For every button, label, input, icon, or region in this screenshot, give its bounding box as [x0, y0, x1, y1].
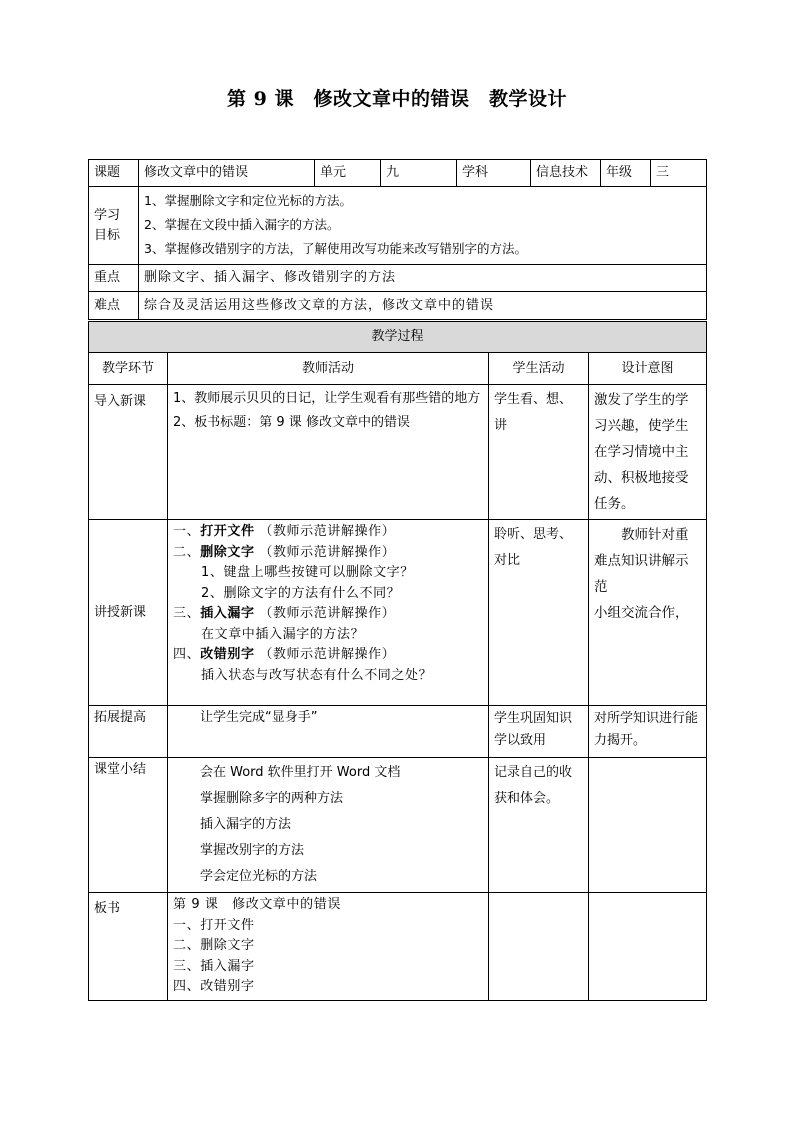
goal-item: 2、掌握在文段中插入漏字的方法。 [144, 217, 340, 232]
stage-board: 板书 [89, 893, 168, 1001]
extend-intent: 对所学知识进行能力揭开。 [589, 706, 707, 758]
summary-teacher [168, 758, 489, 893]
intro-intent: 激发了学生的学习兴趣，使学生在学习情境中主动、积极地接受任务。 [589, 385, 707, 520]
board-line: 四、改错别字 [173, 979, 255, 994]
teach-intent-line: 小组交流合作， [594, 605, 689, 621]
table-row [89, 520, 707, 706]
board-line: 三、插入漏字 [173, 958, 255, 974]
intro-teacher-line: 1、教师展示贝贝的日记，让学生观看有那些错的地方 [173, 391, 481, 406]
teach-steps [168, 520, 489, 706]
header-stage: 教学环节 [89, 353, 168, 385]
table-row [89, 385, 707, 520]
board-intent [589, 893, 707, 1001]
table-row [89, 893, 707, 1001]
unit-value: 九 [381, 160, 457, 187]
board-student [489, 893, 589, 1001]
stage-teach: 讲授新课 [89, 520, 168, 706]
step-item: 一、打开文件 （教师示范讲解操作） [173, 524, 396, 539]
difficult-label: 难点 [89, 292, 139, 320]
step-sub: 1、键盘上哪些按键可以删除文字？ [201, 565, 414, 580]
difficult-value: 综合及灵活运用这些修改文章的方法，修改文章中的错误 [139, 292, 707, 320]
goals-label-line: 目标 [94, 227, 121, 243]
page-title: 第 9 课 修改文章中的错误 教学设计 [227, 88, 567, 110]
teach-intent-line: 教师针对重难点知识讲解示范 [594, 527, 689, 595]
subject-label: 学科 [457, 160, 531, 187]
header-student: 学生活动 [489, 353, 589, 385]
process-title: 教学过程 [89, 322, 707, 353]
stage-summary: 课堂小结 [89, 758, 168, 893]
summary-line: 会在 Word 软件里打开 Word 文档 [200, 765, 401, 780]
teach-intent [589, 520, 707, 706]
teach-student: 聆听、思考、对比 [489, 520, 589, 706]
topic-label: 课题 [89, 160, 139, 187]
intro-teacher-line: 2、板书标题：第 9 课 修改文章中的错误 [173, 415, 410, 430]
stage-extend: 拓展提高 [89, 706, 168, 758]
goals-label-line: 学习 [94, 207, 121, 223]
topic-value: 修改文章中的错误 [139, 160, 315, 187]
grade-label: 年级 [601, 160, 651, 187]
extend-teacher: 让学生完成“显身手” [168, 706, 489, 758]
summary-student: 记录自己的收获和体会。 [489, 758, 589, 893]
board-line: 第 9 课 修改文章中的错误 [173, 897, 341, 912]
grade-value: 三 [651, 160, 707, 187]
key-value: 删除文字、插入漏字、修改错别字的方法 [139, 265, 707, 292]
table-row [89, 706, 707, 758]
summary-line: 掌握改别字的方法 [200, 843, 305, 858]
goals-list [139, 187, 707, 265]
step-sub: 插入状态与改写状态有什么不同之处？ [201, 667, 433, 683]
stage-intro: 导入新课 [89, 385, 168, 520]
header-intent: 设计意图 [589, 353, 707, 385]
goal-item: 3、掌握修改错别字的方法，了解使用改写功能来改写错别字的方法。 [144, 241, 527, 256]
summary-line: 掌握删除多字的两种方法 [200, 791, 344, 806]
lesson-info-table [88, 159, 707, 320]
intro-student: 学生看、想、讲 [489, 385, 589, 520]
step-item: 三、插入漏字 （教师示范讲解操作） [173, 606, 396, 621]
step-item: 四、改错别字 （教师示范讲解操作） [173, 647, 396, 662]
step-item: 二、删除文字 （教师示范讲解操作） [173, 544, 396, 560]
header-teacher: 教师活动 [168, 353, 489, 385]
teaching-process-table [88, 321, 707, 1001]
summary-intent [589, 758, 707, 893]
subject-value: 信息技术 [531, 160, 601, 187]
key-label: 重点 [89, 265, 139, 292]
board-line: 二、删除文字 [173, 938, 255, 953]
board-line: 一、打开文件 [173, 917, 255, 933]
unit-label: 单元 [315, 160, 381, 187]
summary-line: 插入漏字的方法 [200, 817, 292, 832]
extend-student: 学生巩固知识学以致用 [489, 706, 589, 758]
goal-item: 1、掌握删除文字和定位光标的方法。 [144, 193, 352, 208]
summary-line: 学会定位光标的方法 [200, 869, 318, 884]
board-content [168, 893, 489, 1001]
goals-label [89, 187, 139, 265]
step-sub: 在文章中插入漏字的方法？ [201, 626, 365, 642]
intro-teacher [168, 385, 489, 520]
step-sub: 2、删除文字的方法有什么不同？ [201, 585, 401, 601]
table-row [89, 758, 707, 893]
